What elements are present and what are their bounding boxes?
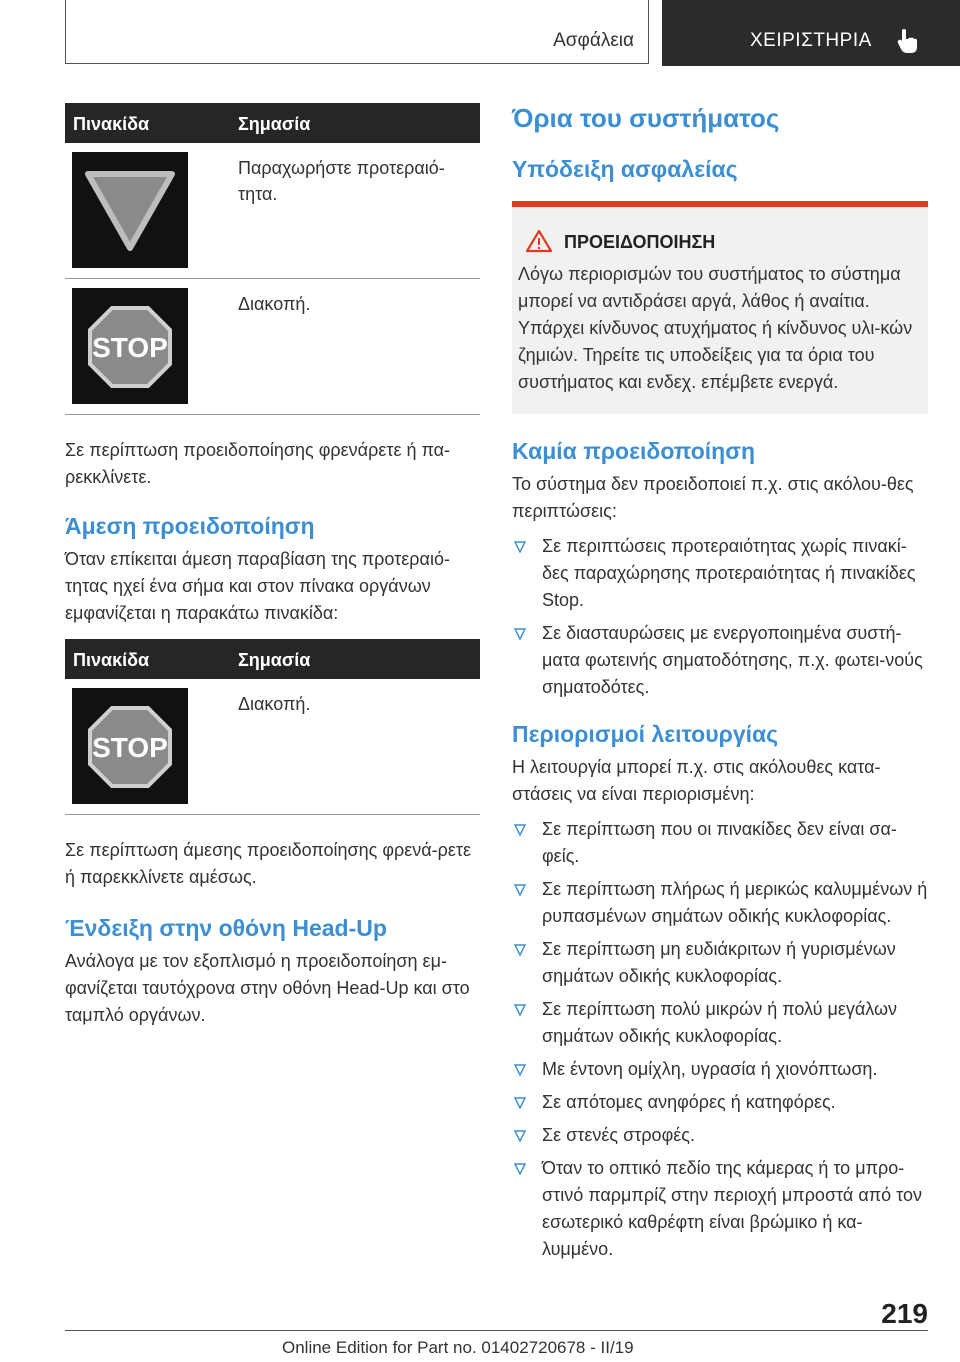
hud-heading: Ένδειξη στην οθόνη Head-Up	[65, 915, 387, 941]
warning-text: Λόγω περιορισμών του συστήματος το σύστημα μπορεί να αντιδράσει αργά, λάθος ή αναίτια. Υπάρχει κίνδυνος ατυχήματος ή κίνδυνος υλι-κών ζημιών. Τηρείτε τις υποδείξεις για τα όρια του συστήματος και ενδεχ. επέμβετε ενεργά.	[518, 264, 913, 392]
header-section-title: Ασφάλεια	[553, 30, 634, 51]
bullet-triangle-icon	[514, 944, 526, 956]
column-sign-header: Πινακίδα	[73, 114, 150, 134]
sign-table-header	[65, 639, 480, 679]
bullet-triangle-icon	[514, 1004, 526, 1016]
stop-sign-text: STOP	[92, 332, 168, 363]
paragraph: Σε περίπτωση άμεσης προειδοποίησης φρενά-ρετε ή παρεκκλίνετε αμέσως.	[65, 840, 472, 887]
paragraph: Όταν επίκειται άμεση παραβίαση της προτεραιό-τητας ηχεί ένα σήμα και στον πίνακα οργάνων εμφανίζεται η παρακάτω πινακίδα:	[65, 549, 450, 623]
table-row	[65, 143, 480, 279]
paragraph: Σε περίπτωση προειδοποίησης φρενάρετε ή πα-ρεκκλίνετε.	[65, 440, 451, 487]
list-item: Σε περίπτωση πολύ μικρών ή πολύ μεγάλων σημάτων οδικής κυκλοφορίας.	[512, 996, 928, 1050]
no-warning-list	[512, 533, 928, 701]
column-meaning-header: Σημασία	[238, 114, 311, 134]
table-row	[65, 679, 480, 815]
list-item: Σε περίπτωση που οι πινακίδες δεν είναι σα-φείς.	[512, 816, 928, 870]
bullet-triangle-icon	[514, 1163, 526, 1175]
warning-title	[518, 229, 918, 255]
list-item: Σε στενές στροφές.	[512, 1122, 928, 1149]
sign-table-header	[65, 103, 480, 143]
list-item: Σε περιπτώσεις προτεραιότητας χωρίς πινακί-δες παραχώρησης προτεραιότητας ή πινακίδες Stop.	[512, 533, 928, 614]
sign-meaning: Διακοπή.	[238, 294, 311, 314]
page-title: Όρια του συστήματος	[512, 103, 780, 133]
stop-sign-text: STOP	[92, 732, 168, 763]
hand-pointer-icon	[894, 27, 922, 55]
limits-heading: Περιορισμοί λειτουργίας	[512, 721, 779, 747]
safety-heading: Υπόδειξη ασφαλείας	[512, 156, 738, 182]
warning-box	[512, 201, 928, 414]
yield-sign-icon	[72, 152, 188, 268]
paragraph: Ανάλογα με τον εξοπλισμό η προειδοποίηση εμ-φανίζεται ταυτόχρονα στην οθόνη Head-Up και στο ταμπλό οργάνων.	[65, 951, 470, 1025]
list-item: Σε περίπτωση πλήρως ή μερικώς καλυμμένων ή ρυπασμένων σημάτων οδικής κυκλοφορίας.	[512, 876, 928, 930]
bullet-triangle-icon	[514, 628, 526, 640]
footer-edition: Online Edition for Part no. 01402720678 - II/19	[282, 1338, 634, 1357]
bullet-triangle-icon	[514, 884, 526, 896]
warning-triangle-icon	[526, 229, 552, 253]
no-warning-heading: Καμία προειδοποίηση	[512, 438, 756, 464]
bullet-triangle-icon	[514, 824, 526, 836]
paragraph: Η λειτουργία μπορεί π.χ. στις ακόλουθες κατα-στάσεις να είναι περιορισμένη:	[512, 757, 881, 804]
stop-sign-icon	[72, 288, 188, 404]
stop-sign-icon	[72, 688, 188, 804]
bullet-triangle-icon	[514, 1097, 526, 1109]
list-item: Όταν το οπτικό πεδίο της κάμερας ή το μπρο-στινό παρμπρίζ στην περιοχή μπροστά από τον εσωτερικό καθρέφτη είναι βρώμικο ή κα-λυμμένο.	[512, 1155, 928, 1263]
list-item: Με έντονη ομίχλη, υγρασία ή χιονόπτωση.	[512, 1056, 928, 1083]
list-item: Σε απότομες ανηφόρες ή κατηφόρες.	[512, 1089, 928, 1116]
limits-list	[512, 816, 928, 1263]
sign-meaning: Παραχωρήστε προτεραιό-τητα.	[238, 158, 445, 204]
direct-warning-heading: Άμεση προειδοποίηση	[65, 513, 315, 539]
table-row	[65, 279, 480, 415]
right-column	[512, 103, 928, 1269]
column-sign-header: Πινακίδα	[73, 650, 150, 670]
page-number: 219	[881, 1298, 928, 1329]
header-chapter-title: ΧΕΙΡΙΣΤΗΡΙΑ	[750, 30, 872, 51]
header-chapter-box	[662, 0, 960, 66]
list-item: Σε περίπτωση μη ευδιάκριτων ή γυρισμένων σημάτων οδικής κυκλοφορίας.	[512, 936, 928, 990]
column-meaning-header: Σημασία	[238, 650, 311, 670]
bullet-triangle-icon	[514, 541, 526, 553]
bullet-triangle-icon	[514, 1064, 526, 1076]
list-item: Σε διασταυρώσεις με ενεργοποιημένα συστή-ματα φωτεινής σηματοδότησης, π.χ. φωτει-νούς σηματοδότες.	[512, 620, 928, 701]
header-section-box	[65, 0, 649, 64]
paragraph: Το σύστημα δεν προειδοποιεί π.χ. στις ακόλου-θες περιπτώσεις:	[512, 474, 914, 521]
left-column	[65, 103, 480, 1029]
sign-meaning: Διακοπή.	[238, 694, 311, 714]
warning-title-text: ΠΡΟΕΙΔΟΠΟΙΗΣΗ	[564, 232, 716, 252]
bullet-triangle-icon	[514, 1130, 526, 1142]
footer-divider	[65, 1330, 928, 1331]
